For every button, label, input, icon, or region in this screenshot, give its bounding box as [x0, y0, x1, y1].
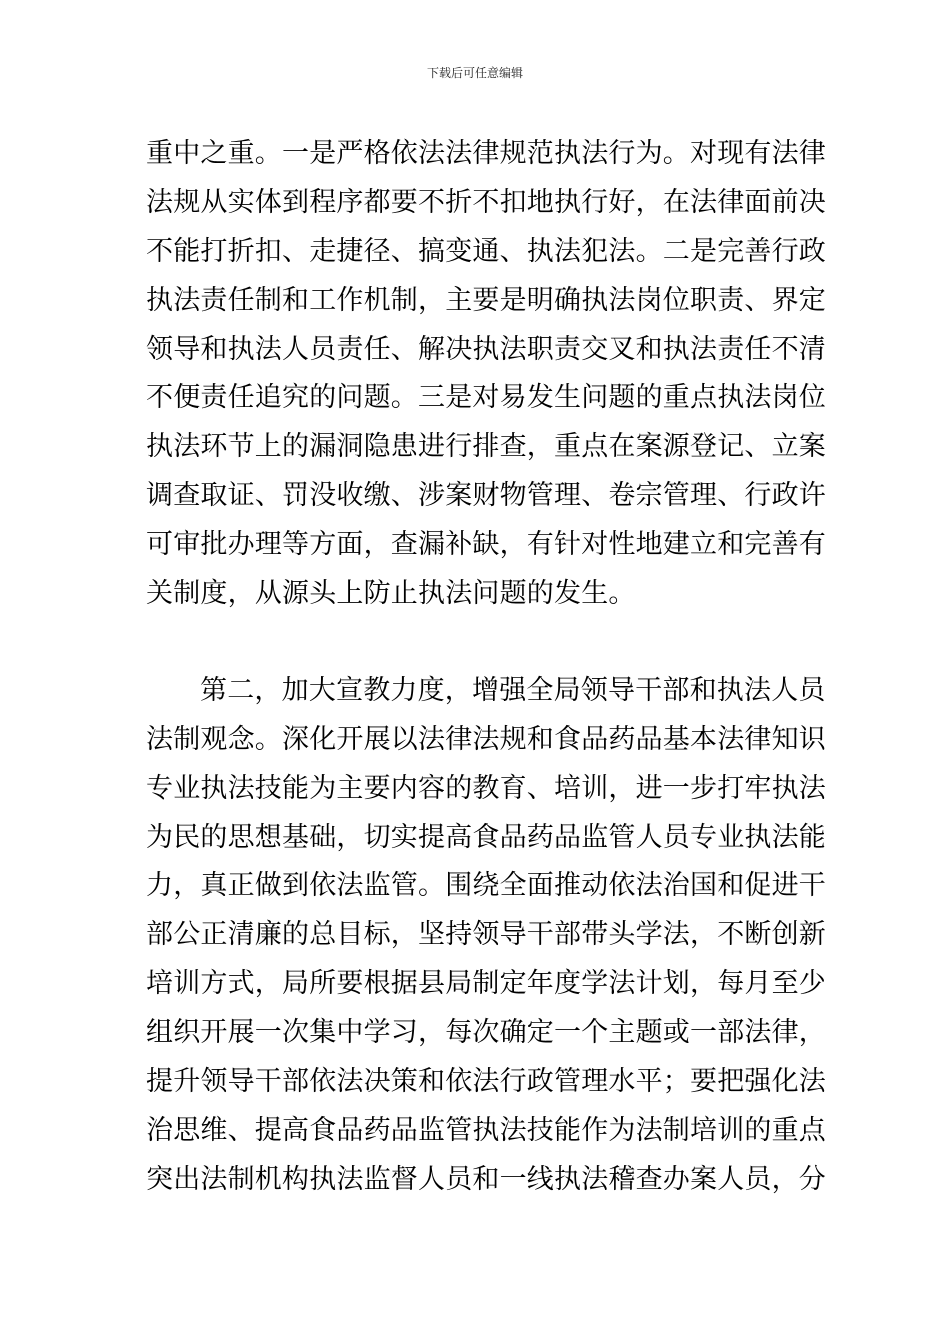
paragraph-line: 法规从实体到程序都要不折不扣地执行好，在法律面前决 — [146, 186, 826, 218]
paragraph-line: 组织开展一次集中学习，每次确定一个主题或一部法律， — [146, 1017, 826, 1049]
paragraph-line: 执法责任制和工作机制，主要是明确执法岗位职责、界定 — [146, 284, 826, 316]
paragraph-line: 重中之重。一是严格依法法律规范执法行为。对现有法律 — [146, 138, 826, 169]
page-header: 下载后可任意编辑 — [426, 66, 523, 80]
paragraph-line: 部公正清廉的总目标，坚持领导干部带头学法，不断创新 — [146, 919, 826, 951]
paragraph-spacer — [146, 619, 808, 667]
paragraph-line: 治思维、提高食品药品监管执法技能作为法制培训的重点 — [146, 1114, 826, 1146]
paragraph-line: 关制度，从源头上防止执法问题的发生。 — [146, 578, 636, 610]
paragraph-line: 力，真正做到依法监管。围绕全面推动依法治国和促进干 — [146, 870, 826, 902]
paragraph-line: 不便责任追究的问题。三是对易发生问题的重点执法岗位 — [146, 382, 826, 414]
paragraph-line: 突出法制机构执法监督人员和一线执法稽查办案人员，分 — [146, 1163, 826, 1195]
paragraph-line: 专业执法技能为主要内容的教育、培训，进一步打牢执法 — [146, 772, 826, 804]
paragraph-line: 领导和执法人员责任、解决执法职责交叉和执法责任不清 — [146, 333, 826, 365]
paragraph-line: 可审批办理等方面，查漏补缺，有针对性地建立和完善有 — [146, 529, 826, 561]
paragraph-line: 执法环节上的漏洞隐患进行排查，重点在案源登记、立案 — [146, 431, 826, 463]
paragraph-line: 调查取证、罚没收缴、涉案财物管理、卷宗管理、行政许 — [146, 480, 826, 512]
paragraph-line: 第二，加大宣教力度，增强全局领导干部和执法人员 — [200, 674, 826, 706]
paragraph-line: 提升领导干部依法决策和依法行政管理水平；要把强化法 — [146, 1066, 826, 1098]
paragraph-2 — [146, 667, 826, 1205]
paragraph-line: 法制观念。深化开展以法律法规和食品药品基本法律知识 — [146, 723, 826, 755]
paragraph-line: 培训方式，局所要根据县局制定年度学法计划，每月至少 — [146, 968, 826, 1000]
paragraph-1 — [146, 130, 826, 619]
document-body — [146, 130, 826, 1205]
paragraph-line: 不能打折扣、走捷径、搞变通、执法犯法。二是完善行政 — [146, 235, 826, 267]
paragraph-line: 为民的思想基础，切实提高食品药品监管人员专业执法能 — [146, 821, 826, 853]
